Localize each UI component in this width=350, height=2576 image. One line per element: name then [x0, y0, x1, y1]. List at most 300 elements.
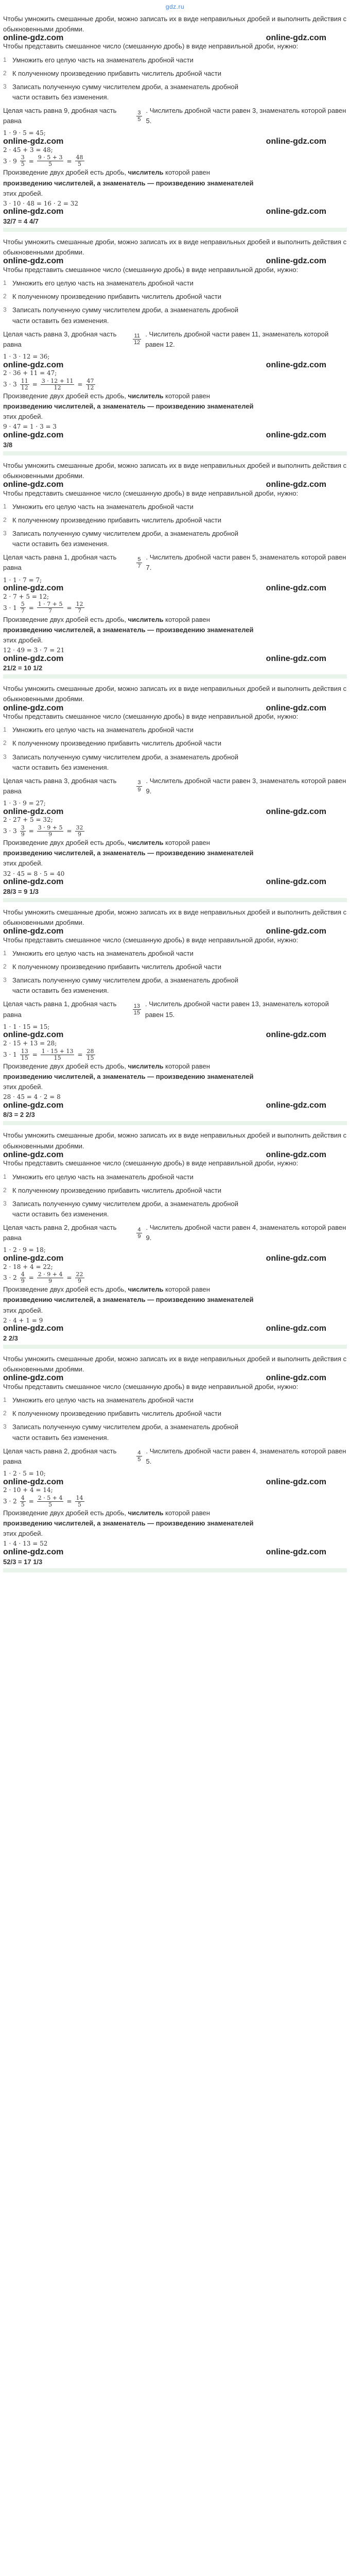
fraction-denominator: 5	[21, 1501, 25, 1508]
watermark: online-gdz.com	[266, 1253, 326, 1263]
calc-line-2	[3, 1262, 347, 1272]
answer-line	[3, 440, 347, 450]
fraction-numerator: 13	[21, 1047, 28, 1055]
step-text: части оставить без изменения.	[12, 1433, 109, 1442]
fraction-denominator: 5	[21, 161, 25, 168]
calc-text: 3 · 3	[3, 381, 17, 388]
final-text: 2 · 4 + 1 = 9	[3, 1316, 43, 1324]
watermark: online-gdz.com	[266, 1150, 326, 1159]
watermark: online-gdz.com	[266, 1324, 326, 1333]
rule-bold: числитель	[128, 1509, 164, 1517]
rule-bold: числитель	[128, 839, 164, 847]
watermark: online-gdz.com	[3, 807, 64, 816]
calc-text: =	[66, 604, 72, 612]
solution-section	[3, 14, 347, 232]
fraction	[75, 601, 84, 614]
intro-text: Чтобы умножить смешанные дроби, можно записать их в виде неправильных дробей и выполнить действия с обыкновенными дробями.	[3, 685, 347, 703]
step-item	[3, 1409, 347, 1419]
watermark: online-gdz.com	[3, 1100, 64, 1110]
fraction	[86, 1048, 95, 1061]
answer-highlight	[3, 1121, 347, 1125]
step-text: части оставить без изменения.	[12, 1210, 109, 1218]
calc-text: 3 · 1	[3, 1050, 17, 1058]
fraction-numerator: 13	[133, 1003, 140, 1010]
whole-part-line	[3, 1446, 347, 1467]
answer-highlight	[3, 1568, 347, 1572]
step-number: 3	[3, 753, 7, 760]
product-rule-2: произведению числителей, а знаменатель — произведению знаменателей	[3, 1072, 254, 1080]
step-text: К полученному произведению прибавить числитель дробной части	[12, 1410, 221, 1418]
fraction-numerator: 3	[137, 779, 141, 786]
fraction	[37, 1272, 64, 1284]
fraction-numerator: 3 · 9 + 5	[38, 824, 63, 831]
step-text: Умножить его целую часть на знаменатель дробной части	[12, 1173, 194, 1181]
rule-bold: числитель	[128, 392, 164, 400]
fraction	[133, 1003, 141, 1016]
watermark: online-gdz.com	[3, 1477, 64, 1486]
step-item	[3, 1395, 347, 1405]
calc-text: =	[66, 157, 72, 165]
step-text: К полученному произведению прибавить числитель дробной части	[12, 516, 221, 524]
step-item	[3, 529, 347, 549]
watermark-row	[3, 1324, 347, 1333]
calc-text: =	[28, 157, 34, 165]
step-text: К полученному произведению прибавить числитель дробной части	[12, 69, 221, 77]
steps-list	[3, 502, 347, 550]
watermark: online-gdz.com	[266, 431, 326, 440]
fraction-numerator: 1 · 15 + 13	[41, 1047, 74, 1055]
watermark: online-gdz.com	[266, 207, 326, 216]
howto-text: Чтобы представить смешанное число (смешанную дробь) в виде неправильной дроби, нужно:	[3, 713, 299, 721]
calc-text: =	[66, 1498, 72, 1505]
howto-text: Чтобы представить смешанное число (смешанную дробь) в виде неправильной дроби, нужно:	[3, 42, 299, 50]
calc-text: =	[32, 381, 38, 388]
step-number: 3	[3, 306, 7, 314]
fraction-numerator: 9 · 5 + 3	[38, 154, 63, 161]
fraction	[75, 155, 84, 167]
rule-text: которой равен	[163, 1509, 210, 1517]
fraction-denominator: 5	[78, 1501, 82, 1508]
rule-bold: числитель	[128, 168, 164, 177]
calc-text: =	[66, 1274, 72, 1282]
calc-line-3	[3, 378, 347, 391]
watermark-row	[3, 207, 347, 216]
watermark: online-gdz.com	[3, 1253, 64, 1263]
fraction	[41, 378, 75, 391]
answer-text: 32/7 = 4 4/7	[3, 217, 39, 226]
fraction-denominator: 7	[48, 607, 52, 615]
product-rule-2: произведению числителей, а знаменатель — произведению знаменателей	[3, 402, 254, 411]
intro-text: Чтобы умножить смешанные дроби, можно записать их в виде неправильных дробей и выполнить действия с обыкновенными дробями.	[3, 238, 347, 257]
intro-text: Чтобы умножить смешанные дроби, можно записать их в виде неправильных дробей и выполнить действия с обыкновенными дробями.	[3, 461, 347, 480]
fraction-numerator: 2 · 9 + 4	[38, 1271, 63, 1278]
step-number: 2	[3, 516, 7, 523]
step-text: части оставить без изменения.	[12, 93, 109, 101]
step-text: Умножить его целую часть на знаменатель дробной части	[12, 279, 194, 287]
step-text: К полученному произведению прибавить числитель дробной части	[12, 293, 221, 301]
rule-text: Произведение двух дробей есть дробь,	[3, 168, 128, 177]
fraction-numerator: 11	[134, 333, 140, 340]
step-item	[3, 515, 347, 526]
answer-text: 8/3 = 2 2/3	[3, 1111, 35, 1119]
product-rule-2: произведению числителей, а знаменатель — произведению знаменателей	[3, 849, 254, 857]
whole-part-text: Целая часть равна 1, дробная часть равна	[3, 553, 117, 572]
intro-text: Чтобы умножить смешанные дроби, можно записать их в виде неправильных дробей и выполнить действия с обыкновенными дробями.	[3, 1131, 347, 1150]
product-rule-3: этих дробей.	[3, 1306, 43, 1314]
fraction	[136, 556, 142, 569]
watermark: online-gdz.com	[3, 584, 64, 593]
step-text: Умножить его целую часть на знаменатель дробной части	[12, 502, 194, 511]
answer-text: 21/2 = 10 1/2	[3, 664, 43, 672]
step-text: Записать полученную сумму числителем дроби, а знаменатель дробной	[12, 1199, 239, 1208]
product-rule	[3, 167, 347, 178]
solution-section	[3, 1130, 347, 1349]
whole-part-text: Целая часть равна 9, дробная часть равна	[3, 107, 117, 125]
step-item	[3, 69, 347, 79]
step-number: 1	[3, 949, 7, 957]
fraction	[136, 779, 142, 792]
fraction-denominator: 5	[78, 161, 82, 168]
calc-text: 1 · 3 · 9 = 27;	[3, 800, 46, 807]
rule-bold: числитель	[128, 615, 164, 623]
watermark-row	[3, 1101, 347, 1110]
calc-text: 1 · 2 · 5 = 10;	[3, 1469, 46, 1477]
whole-part-text: Целая часть равна 3, дробная часть равна	[3, 330, 117, 348]
rule-text: Произведение двух дробей есть дробь,	[3, 1509, 128, 1517]
calc-text: =	[32, 1050, 38, 1058]
step-text: части оставить без изменения.	[12, 540, 109, 548]
step-text: Записать полученную сумму числителем дроби, а знаменатель дробной	[12, 753, 239, 761]
fraction-denominator: 12	[134, 340, 141, 346]
calc-line-3	[3, 1048, 347, 1061]
whole-part-line	[3, 106, 347, 126]
calc-text: 3 · 9	[3, 157, 17, 165]
steps-list	[3, 1395, 347, 1443]
step-number: 2	[3, 739, 7, 747]
step-number: 3	[3, 82, 7, 90]
watermark: online-gdz.com	[266, 1547, 326, 1556]
answer-line	[3, 1333, 347, 1344]
step-number: 1	[3, 56, 7, 63]
fraction-denominator: 5	[137, 1456, 141, 1463]
calc-line-3	[3, 155, 347, 167]
step-number: 2	[3, 1410, 7, 1417]
rule-text: Произведение двух дробей есть дробь,	[3, 615, 128, 623]
fraction-denominator: 9	[137, 786, 141, 793]
fraction-numerator: 4	[21, 1271, 25, 1278]
fraction-denominator: 9	[78, 831, 82, 838]
step-item	[3, 82, 347, 103]
numerator-text: . Числитель дробной части равен 11, знаменатель которой равен 12.	[145, 330, 329, 348]
rule-bold: числитель	[128, 1062, 164, 1070]
calc-text: 1 · 2 · 9 = 18;	[3, 1246, 46, 1254]
whole-part-line	[3, 1223, 347, 1243]
fraction	[20, 601, 26, 614]
step-text: Умножить его целую часть на знаменатель дробной части	[12, 56, 194, 64]
calc-text: 2 · 36 + 11 = 47;	[3, 369, 57, 377]
product-rule	[3, 391, 347, 401]
fraction	[37, 825, 64, 838]
rule-text: которой равен	[163, 615, 210, 623]
fraction-denominator: 7	[21, 607, 25, 615]
fraction-denominator: 9	[137, 1233, 141, 1240]
fraction-numerator: 2 · 5 + 4	[38, 1494, 63, 1501]
step-text: К полученному произведению прибавить числитель дробной части	[12, 739, 221, 748]
watermark: online-gdz.com	[3, 877, 64, 887]
fraction	[75, 825, 84, 838]
calc-line-3	[3, 825, 347, 838]
step-text: Умножить его целую часть на знаменатель дробной части	[12, 949, 194, 957]
answer-highlight	[3, 451, 347, 455]
answer-highlight	[3, 674, 347, 679]
rule-text: которой равен	[163, 1285, 210, 1294]
fraction	[20, 1048, 29, 1061]
fraction-denominator: 15	[133, 1010, 140, 1016]
watermark: online-gdz.com	[266, 137, 326, 146]
whole-part-line	[3, 552, 347, 573]
step-text: К полученному произведению прибавить числитель дробной части	[12, 1186, 221, 1194]
fraction-denominator: 15	[21, 1054, 28, 1061]
step-number: 1	[3, 1396, 7, 1404]
watermark-row	[3, 877, 347, 887]
solution-section	[3, 237, 347, 455]
product-rule-2: произведению числителей, а знаменатель — произведению знаменателей	[3, 625, 254, 634]
step-number: 1	[3, 502, 7, 510]
fraction-denominator: 9	[21, 831, 25, 838]
numerator-text: . Числитель дробной части равен 4, знаменатель которой равен 5.	[146, 1447, 346, 1465]
calc-text: 1 · 3 · 12 = 36;	[3, 353, 50, 361]
product-rule-2: произведению числителей, а знаменатель — произведению знаменателей	[3, 179, 254, 187]
product-rule-2: произведению числителей, а знаменатель — произведению знаменателей	[3, 1296, 254, 1304]
calc-line-3	[3, 601, 347, 614]
fraction-denominator: 9	[48, 1278, 52, 1285]
watermark: online-gdz.com	[3, 1547, 64, 1556]
product-rule-3: этих дробей.	[3, 859, 43, 868]
answer-text: 52/3 = 17 1/3	[3, 1557, 43, 1566]
numerator-text: . Числитель дробной части равен 13, знаменатель которой равен 15.	[145, 1000, 329, 1019]
fraction	[136, 110, 142, 123]
answer-text: 2 2/3	[3, 1334, 18, 1342]
site-header[interactable]: gdz.ru	[165, 3, 185, 10]
step-text: Записать полученную сумму числителем дроби, а знаменатель дробной	[12, 1423, 239, 1431]
fraction	[136, 1450, 142, 1463]
product-rule-2: произведению числителей, а знаменатель — произведению знаменателей	[3, 1519, 254, 1528]
whole-part-text: Целая часть равна 2, дробная часть равна	[3, 1447, 117, 1465]
step-number: 2	[3, 963, 7, 971]
steps-list	[3, 278, 347, 326]
calc-text: =	[28, 827, 34, 835]
fraction-denominator: 12	[21, 384, 28, 391]
calc-text: 2 · 10 + 4 = 14;	[3, 1486, 53, 1494]
fraction	[37, 601, 64, 614]
watermark: online-gdz.com	[266, 703, 326, 713]
calc-text: 3 · 3	[3, 827, 17, 835]
fraction-denominator: 9	[48, 831, 52, 838]
howto-text: Чтобы представить смешанное число (смешанную дробь) в виде неправильной дроби, нужно:	[3, 489, 299, 497]
intro-text: Чтобы умножить смешанные дроби, можно записать их в виде неправильных дробей и выполнить действия с обыкновенными дробями.	[3, 1355, 347, 1374]
fraction	[75, 1495, 84, 1508]
final-text: 3 · 10 · 48 = 16 · 2 = 32	[3, 199, 79, 207]
fraction-numerator: 12	[76, 601, 83, 608]
step-number: 1	[3, 726, 7, 734]
product-rule-3: этих дробей.	[3, 189, 43, 197]
step-number: 3	[3, 530, 7, 537]
final-text: 9 · 47 = 1 · 3 = 3	[3, 423, 57, 431]
fraction-numerator: 4	[137, 1450, 141, 1456]
fraction-denominator: 9	[78, 1278, 82, 1285]
step-item	[3, 305, 347, 326]
fraction-numerator: 3 · 12 + 11	[41, 377, 74, 384]
fraction-numerator: 5	[137, 556, 141, 563]
calc-line-2	[3, 815, 347, 825]
step-number: 1	[3, 279, 7, 287]
calc-text: 3 · 1	[3, 604, 17, 612]
watermark: online-gdz.com	[266, 807, 326, 816]
answer-text: 28/3 = 9 1/3	[3, 887, 39, 895]
calc-line-2	[3, 1039, 347, 1048]
fraction-denominator: 12	[86, 384, 94, 391]
fraction-denominator: 7	[78, 607, 82, 615]
step-item	[3, 502, 347, 512]
step-item	[3, 278, 347, 289]
answer-highlight	[3, 228, 347, 232]
product-rule	[3, 1061, 347, 1072]
fraction-denominator: 5	[137, 116, 141, 123]
howto-text: Чтобы представить смешанное число (смешанную дробь) в виде неправильной дроби, нужно:	[3, 1382, 299, 1391]
calc-text: 2 · 7 + 5 = 12;	[3, 592, 49, 600]
answer-line	[3, 1110, 347, 1120]
step-text: части оставить без изменения.	[12, 987, 109, 995]
fraction	[86, 378, 95, 391]
whole-part-text: Целая часть равна 1, дробная часть равна	[3, 1000, 117, 1019]
fraction-denominator: 12	[54, 384, 61, 391]
whole-part-line	[3, 999, 347, 1020]
calc-text: =	[77, 381, 83, 388]
watermark: online-gdz.com	[3, 703, 64, 713]
step-item	[3, 292, 347, 302]
steps-list	[3, 55, 347, 103]
watermark: online-gdz.com	[3, 654, 64, 663]
final-text: 28 · 45 = 4 · 2 = 8	[3, 1093, 61, 1101]
step-item	[3, 1172, 347, 1182]
watermark: online-gdz.com	[266, 1030, 326, 1040]
fraction	[41, 1048, 75, 1061]
fraction	[20, 378, 29, 391]
steps-list	[3, 948, 347, 996]
watermark: online-gdz.com	[3, 33, 64, 42]
product-rule	[3, 1508, 347, 1518]
fraction-numerator: 32	[76, 824, 83, 831]
rule-bold: числитель	[128, 1285, 164, 1294]
fraction	[37, 1495, 64, 1508]
step-item	[3, 738, 347, 749]
calc-line-3	[3, 1495, 347, 1508]
calc-line-2	[3, 368, 347, 378]
step-number: 3	[3, 1423, 7, 1431]
step-text: Записать полученную сумму числителем дроби, а знаменатель дробной	[12, 306, 239, 314]
watermark: online-gdz.com	[266, 584, 326, 593]
numerator-text: . Числитель дробной части равен 4, знаменатель которой равен 9.	[146, 1224, 346, 1242]
watermark: online-gdz.com	[266, 1374, 326, 1383]
step-item	[3, 975, 347, 996]
step-item	[3, 948, 347, 959]
watermark: online-gdz.com	[266, 927, 326, 936]
whole-part-text: Целая часть равна 2, дробная часть равна	[3, 1224, 117, 1242]
step-text: Записать полученную сумму числителем дроби, а знаменатель дробной	[12, 530, 239, 538]
final-text: 12 · 49 = 3 · 7 = 21	[3, 647, 65, 654]
watermark: online-gdz.com	[266, 480, 326, 489]
step-item	[3, 55, 347, 65]
product-rule	[3, 615, 347, 625]
calc-text: 1 · 9 · 5 = 45;	[3, 129, 46, 137]
fraction-denominator: 15	[86, 1054, 94, 1061]
watermark: online-gdz.com	[3, 1324, 64, 1333]
fraction-denominator: 15	[54, 1054, 61, 1061]
fraction-numerator: 4	[21, 1494, 25, 1501]
fraction	[20, 1495, 26, 1508]
answer-line	[3, 887, 347, 897]
howto-text: Чтобы представить смешанное число (смешанную дробь) в виде неправильной дроби, нужно:	[3, 936, 299, 944]
fraction-numerator: 14	[76, 1494, 83, 1501]
rule-text: Произведение двух дробей есть дробь,	[3, 1285, 128, 1294]
rule-text: Произведение двух дробей есть дробь,	[3, 1062, 128, 1070]
rule-text: которой равен	[163, 392, 210, 400]
product-rule-3: этих дробей.	[3, 1083, 43, 1091]
fraction-denominator: 5	[48, 161, 52, 168]
rule-text: которой равен	[163, 168, 210, 177]
solution-section	[3, 1354, 347, 1572]
watermark: online-gdz.com	[266, 877, 326, 887]
product-rule-3: этих дробей.	[3, 636, 43, 644]
solution-section	[3, 461, 347, 679]
product-rule	[3, 1284, 347, 1295]
intro-text: Чтобы умножить смешанные дроби, можно записать их в виде неправильных дробей и выполнить действия с обыкновенными дробями.	[3, 908, 347, 927]
step-text: Умножить его целую часть на знаменатель дробной части	[12, 726, 194, 734]
calc-text: 1 · 1 · 7 = 7;	[3, 576, 42, 584]
step-number: 2	[3, 293, 7, 300]
solution-section	[3, 684, 347, 902]
watermark: online-gdz.com	[3, 1150, 64, 1159]
step-number: 2	[3, 1186, 7, 1194]
calc-text: 2 · 27 + 5 = 32;	[3, 816, 53, 824]
solution-sections	[3, 14, 347, 1572]
step-item	[3, 1422, 347, 1443]
fraction-numerator: 22	[76, 1271, 83, 1278]
step-number: 1	[3, 1173, 7, 1180]
calc-line-3	[3, 1272, 347, 1284]
numerator-text: . Числитель дробной части равен 3, знаменатель которой равен 9.	[146, 776, 346, 795]
calc-text: =	[77, 1050, 83, 1058]
watermark: online-gdz.com	[3, 207, 64, 216]
steps-list	[3, 1172, 347, 1220]
watermark: online-gdz.com	[3, 1374, 64, 1383]
step-item	[3, 752, 347, 773]
fraction	[20, 1272, 26, 1284]
fraction-numerator: 47	[86, 377, 94, 384]
rule-text: Произведение двух дробей есть дробь,	[3, 392, 128, 400]
step-item	[3, 1199, 347, 1219]
fraction	[20, 155, 26, 167]
product-rule	[3, 838, 347, 848]
numerator-text: . Числитель дробной части равен 3, знаменатель которой равен 5.	[146, 107, 346, 125]
fraction-denominator: 9	[21, 1278, 25, 1285]
fraction-numerator: 5	[21, 601, 25, 608]
calc-text: 2 · 45 + 3 = 48;	[3, 146, 53, 154]
fraction-numerator: 3	[137, 109, 141, 116]
rule-text: которой равен	[163, 839, 210, 847]
step-text: части оставить без изменения.	[12, 316, 109, 325]
calc-line-2	[3, 1485, 347, 1495]
